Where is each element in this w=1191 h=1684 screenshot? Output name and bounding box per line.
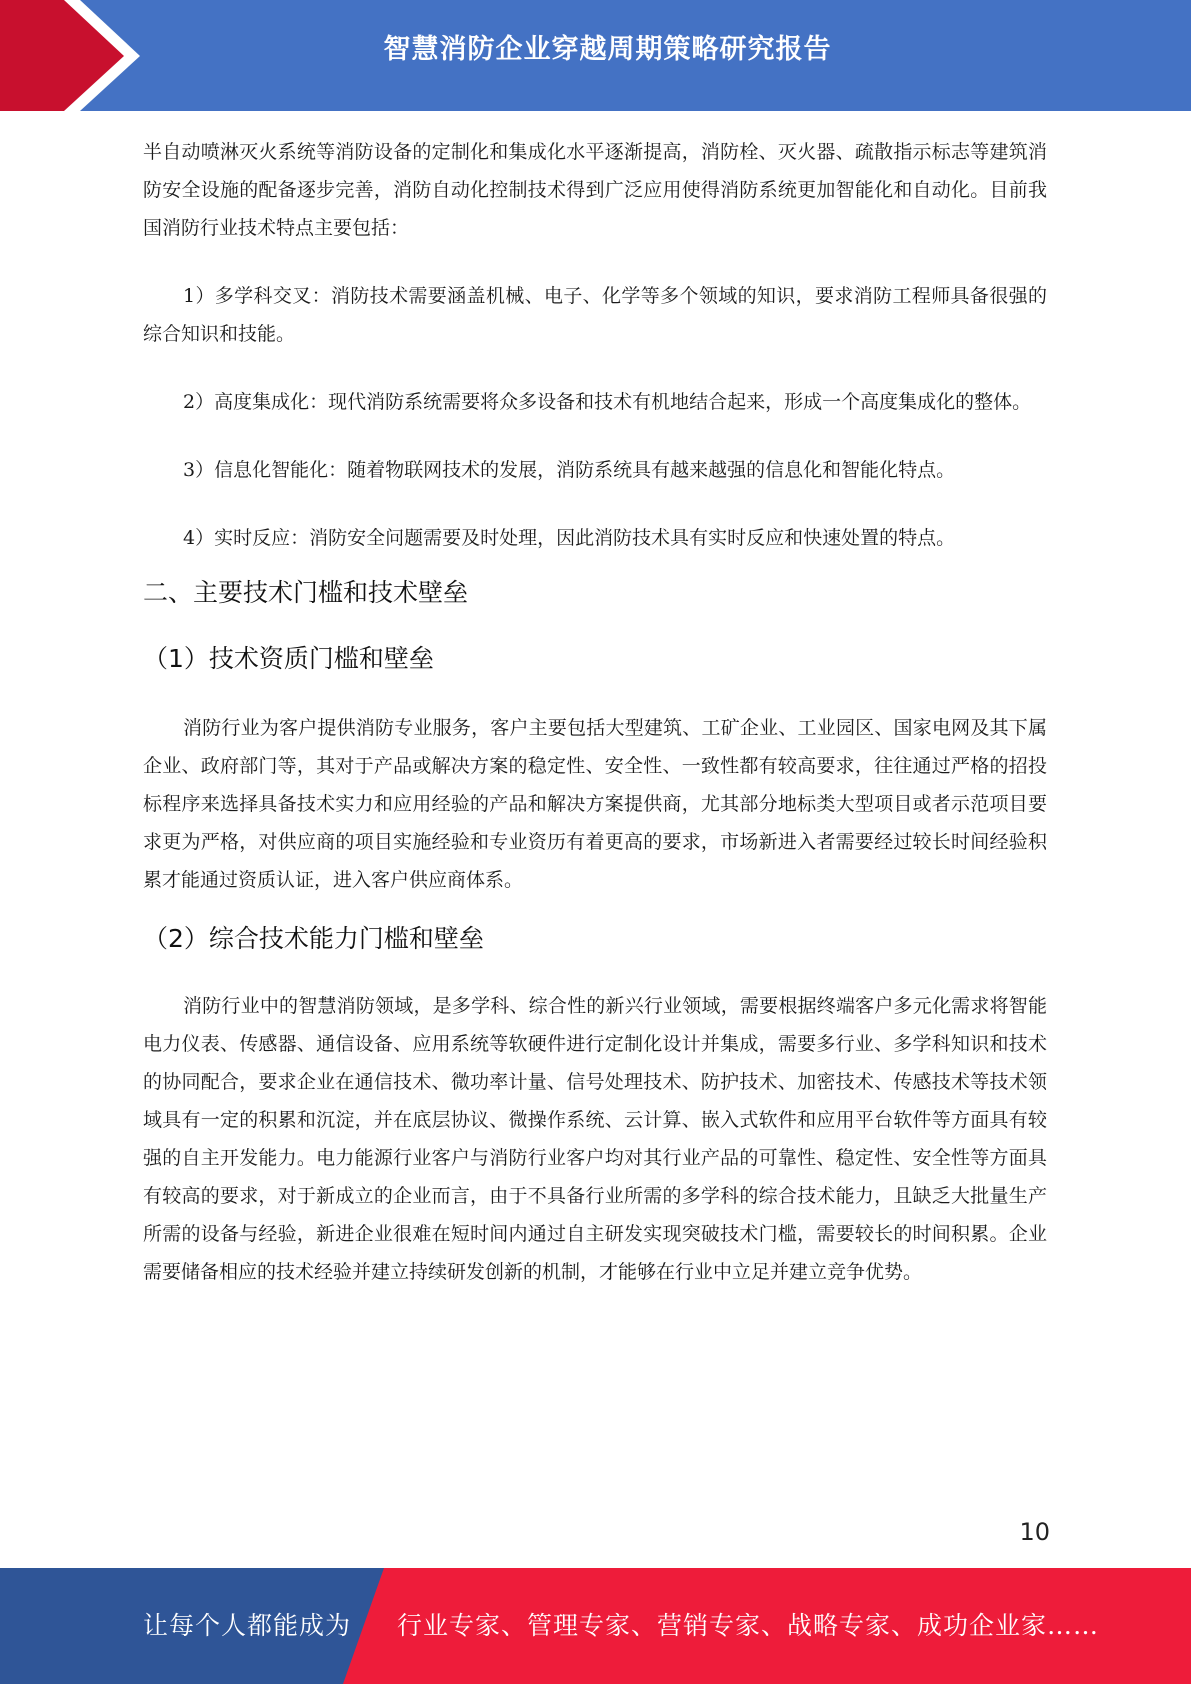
subsection-heading-capability: （2）综合技术能力门槛和壁垒 [143,924,484,953]
capability-paragraph: 消防行业中的智慧消防领域，是多学科、综合性的新兴行业领域，需要根据终端客户多元化需求将智能电力仪表、传感器、通信设备、应用系统等软硬件进行定制化设计并集成，需要多行业、多学科知识和技术的协同配合，要求企业在通信技术、微功率计量、信号处理技术、防护技术、加密技术、传感技术等技术领域具有一定的积累和沉淀，并在底层协议、微操作系统、云计算、嵌入式软件和应用平台软件等方面具有较强的自主开发能力。电力能源行业客户与消防行业客户均对其行业产品的可靠性、稳定性、安全性等方面具有较高的要求，对于新成立的企业而言，由于不具备行业所需的多学科的综合技术能力，且缺乏大批量生产所需的设备与经验，新进企业很难在短时间内通过自主研发实现突破技术门槛，需要较长的时间积累。企业需要储备相应的技术经验并建立持续研发创新的机制，才能够在行业中立足并建立竞争优势。 [143,995,1047,1283]
subsection-heading-qualification: （1）技术资质门槛和壁垒 [143,644,434,673]
feature-item: 1）多学科交叉：消防技术需要涵盖机械、电子、化学等多个领域的知识，要求消防工程师具备很强的综合知识和技能。 [143,285,1047,345]
footer-banner [0,1568,1191,1684]
qualification-paragraph: 消防行业为客户提供消防专业服务，客户主要包括大型建筑、工矿企业、工业园区、国家电网及其下属企业、政府部门等，其对于产品或解决方案的稳定性、安全性、一致性都有较高要求，往往通过严格的招投标程序来选择具备技术实力和应用经验的产品和解决方案提供商，尤其部分地标类大型项目或者示范项目要求更为严格，对供应商的项目实施经验和专业资历有着更高的要求，市场新进入者需要经过较长时间经验积累才能通过资质认证，进入客户供应商体系。 [143,717,1047,891]
report-title: 智慧消防企业穿越周期策略研究报告 [383,34,832,65]
feature-item: 4）实时反应：消防安全问题需要及时处理，因此消防技术具有实时反应和快速处置的特点。 [183,527,956,549]
section-heading: 二、主要技术门槛和技术壁垒 [143,578,469,607]
page-content [143,133,1047,1291]
page-number: 10 [1019,1518,1050,1546]
feature-item: 3）信息化智能化：随着物联网技术的发展，消防系统具有越来越强的信息化和智能化特点。 [183,459,956,481]
intro-paragraph: 半自动喷淋灭火系统等消防设备的定制化和集成化水平逐渐提高，消防栓、灭火器、疏散指示标志等建筑消防安全设施的配备逐步完善，消防自动化控制技术得到广泛应用使得消防系统更加智能化和自动化。目前我国消防行业技术特点主要包括： [143,141,1047,239]
footer-slogan-right: 行业专家、管理专家、营销专家、战略专家、成功企业家…… [397,1611,1100,1640]
feature-item: 2）高度集成化：现代消防系统需要将众多设备和技术有机地结合起来，形成一个高度集成化的整体。 [183,391,1032,413]
header-banner [0,0,1191,111]
footer-slogan-left: 让每个人都能成为 [143,1611,352,1640]
